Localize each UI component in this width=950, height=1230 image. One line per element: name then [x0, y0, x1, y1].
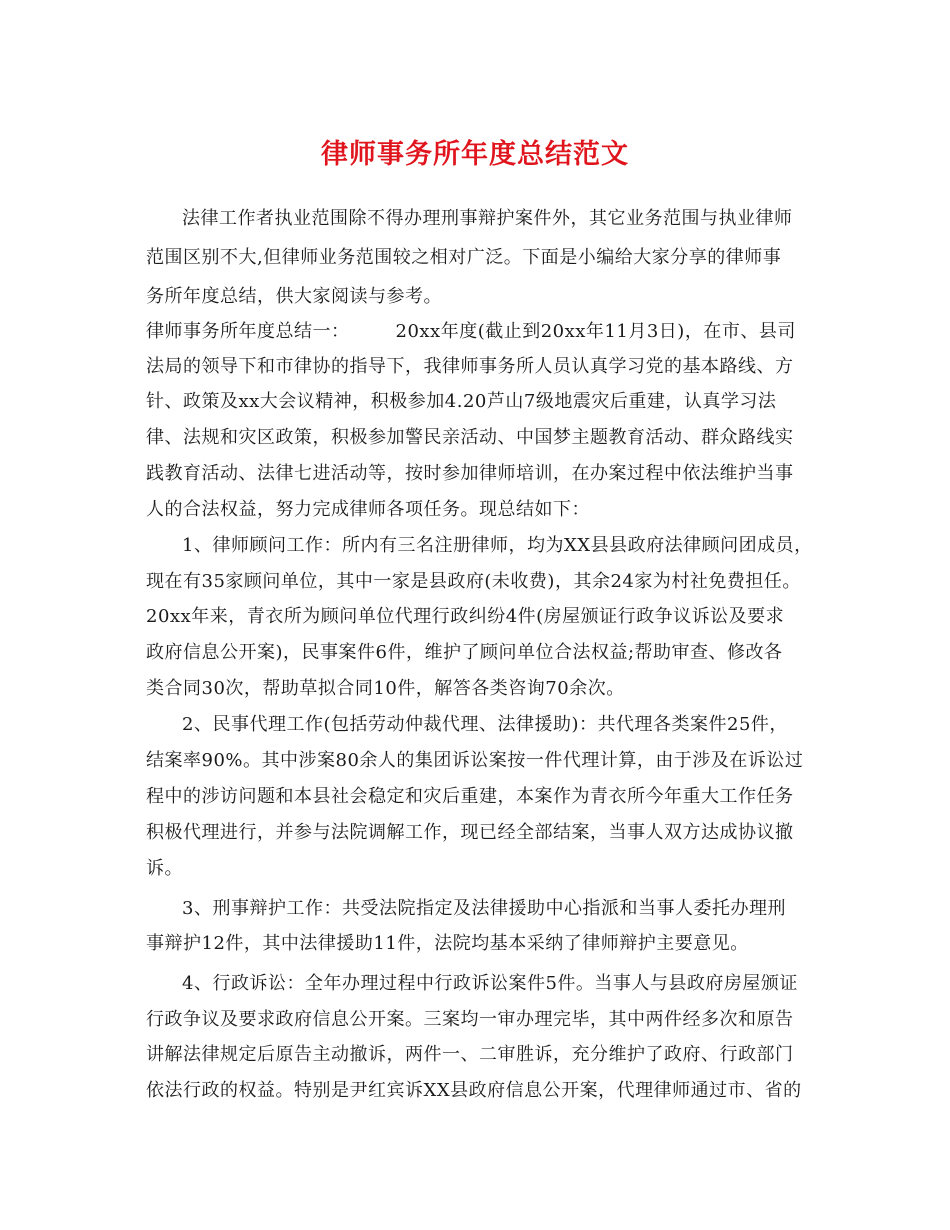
- paragraph-line: 现在有35家顾问单位，其中一家是县政府(未收费)，其余24家为村社免费担任。: [146, 571, 801, 592]
- paragraph-line: 2、民事代理工作(包括劳动仲裁代理、法律援助)：共代理各类案件25件，: [182, 714, 788, 735]
- section-heading: 律师事务所年度总结一：: [146, 321, 350, 342]
- paragraph-line: 程中的涉访问题和本县社会稳定和灾后重建，本案作为青衣所今年重大工作任务: [146, 786, 794, 807]
- paragraph-line: 类合同30次，帮助草拟合同10件，解答各类咨询70余次。: [146, 678, 625, 699]
- paragraph-line: 践教育活动、法律七进活动等，按时参加律师培训，在办案过程中依法维护当事: [146, 463, 794, 484]
- paragraph-line: 务所年度总结，供大家阅读与参考。: [146, 286, 442, 307]
- section-intro: 20xx年度(截止到20xx年11月3日)，在市、县司: [395, 321, 796, 342]
- paragraph-line: 行政争议及要求政府信息公开案。三案均一审办理完毕，其中两件经多次和原告: [146, 1009, 794, 1030]
- paragraph-line: 人的合法权益，努力完成律师各项任务。现总结如下：: [146, 499, 590, 520]
- paragraph-line: 讲解法律规定后原告主动撤诉，两件一、二审胜诉，充分维护了政府、行政部门: [146, 1044, 794, 1065]
- paragraph-line: 法律工作者执业范围除不得办理刑事辩护案件外，其它业务范围与执业律师: [182, 208, 793, 229]
- paragraph-line: 结案率90%。其中涉案80余人的集团诉讼案按一件代理计算，由于涉及在诉讼过: [146, 750, 804, 771]
- paragraph-line: 诉。: [146, 858, 183, 879]
- paragraph-line: 依法行政的权益。特别是尹红宾诉XX县政府信息公开案，代理律师通过市、省的: [146, 1080, 802, 1101]
- paragraph-line: 法局的领导下和市律协的指导下，我律师事务所人员认真学习党的基本路线、方: [146, 356, 794, 377]
- paragraph-line: 针、政策及xx大会议精神，积极参加4.20芦山7级地震灾后重建，认真学习法: [146, 391, 777, 412]
- paragraph-line: 范围区别不大,但律师业务范围较之相对广泛。下面是小编给大家分享的律师事: [146, 247, 782, 268]
- document-title: 律师事务所年度总结范文: [321, 139, 629, 170]
- paragraph-line: 积极代理进行，并参与法院调解工作，现已经全部结案，当事人双方达成协议撤: [146, 822, 794, 843]
- paragraph-line: 律、法规和灾区政策，积极参加警民亲活动、中国梦主题教育活动、群众路线实: [146, 427, 794, 448]
- paragraph-line: 1、律师顾问工作：所内有三名注册律师，均为XX县县政府法律顾问团成员，: [182, 535, 813, 556]
- paragraph-line: 3、刑事辩护工作：共受法院指定及法律援助中心指派和当事人委托办理刑: [182, 898, 786, 919]
- paragraph-line: 政府信息公开案)，民事案件6件，维护了顾问单位合法权益;帮助审查、修改各: [146, 642, 783, 663]
- section-heading-line: [146, 320, 796, 344]
- paragraph-line: 事辩护12件，其中法律援助11件，法院均基本采纳了律师辩护主要意见。: [146, 933, 749, 954]
- paragraph-line: 4、行政诉讼：全年办理过程中行政诉讼案件5件。当事人与县政府房屋颁证: [182, 973, 798, 994]
- paragraph-line: 20xx年来，青衣所为顾问单位代理行政纠纷4件(房屋颁证行政争议诉讼及要求: [146, 606, 785, 627]
